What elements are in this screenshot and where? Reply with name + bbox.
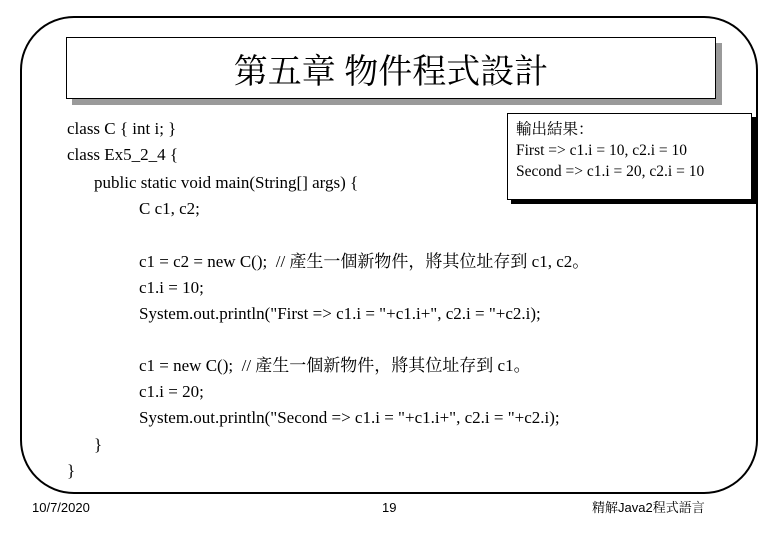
code-line-9: c1.i = 20; xyxy=(139,382,204,401)
code-line-2: class Ex5_2_4 { xyxy=(67,145,179,164)
code-line-4: C c1, c2; xyxy=(139,199,200,218)
code-line-11: } xyxy=(94,435,103,454)
footer-page-number: 19 xyxy=(382,500,397,515)
code-line-10: System.out.println("Second => c1.i = "+c1.i+", c2.i = "+c2.i); xyxy=(139,408,560,427)
footer-date: 10/7/2020 xyxy=(32,500,90,515)
code-line-1: class C { int i; } xyxy=(67,119,177,138)
code-line-3: public static void main(String[] args) { xyxy=(94,173,359,192)
code-line-12: } xyxy=(67,461,76,480)
code-line-8: c1 = new C(); // 產生一個新物件，將其位址存到 c1。 xyxy=(139,356,531,375)
footer-course: 精解Java2程式語言 xyxy=(592,500,705,515)
code-line-6: c1.i = 10; xyxy=(139,278,204,297)
output-line-first: First => c1.i = 10, c2.i = 10 xyxy=(516,142,688,159)
output-heading: 輸出結果： xyxy=(516,121,594,138)
code-line-5: c1 = c2 = new C(); // 產生一個新物件，將其位址存到 c1, c2。 xyxy=(139,252,590,271)
title-box xyxy=(66,37,716,99)
code-line-7: System.out.println("First => c1.i = "+c1.i+", c2.i = "+c2.i); xyxy=(139,304,541,323)
slide-title: 第五章 物件程式設計 xyxy=(233,53,549,91)
output-box xyxy=(507,113,752,200)
output-line-second: Second => c1.i = 20, c2.i = 10 xyxy=(516,163,705,180)
